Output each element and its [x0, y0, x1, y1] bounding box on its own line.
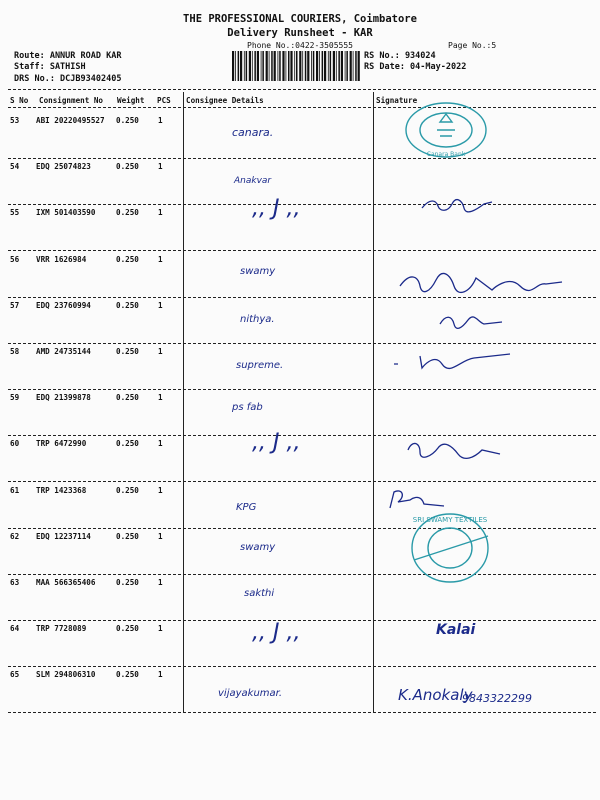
row-consignment: EDQ 23760994 — [36, 300, 91, 310]
row-sno: 61 — [10, 485, 20, 495]
row-weight: 0.250 — [116, 624, 139, 634]
barcode-image — [232, 51, 360, 81]
row-consignment: ABI 20220495527 — [36, 116, 105, 125]
barcode-bar — [333, 51, 335, 81]
col-signature: Signature — [376, 96, 418, 105]
barcode-bar — [307, 51, 309, 81]
barcode-bar — [249, 51, 251, 81]
barcode-bar — [278, 51, 279, 81]
col-consignment: Consignment No — [39, 96, 104, 105]
barcode-bar — [290, 51, 292, 81]
barcode-bar — [288, 51, 290, 81]
barcode-bar — [296, 51, 298, 81]
row-divider — [8, 204, 596, 205]
row-weight: 0.250 — [116, 254, 139, 264]
row-divider — [8, 435, 596, 436]
row-divider — [8, 620, 596, 621]
row-pcs: 1 — [158, 393, 163, 403]
col-divider-signature — [373, 92, 374, 712]
barcode-bar — [235, 51, 236, 81]
barcode-bar — [355, 51, 357, 81]
row-pcs: 1 — [158, 162, 163, 172]
signature-65-phone: 9843322299 — [462, 692, 532, 705]
barcode-bar — [350, 51, 352, 81]
barcode-bar — [261, 51, 262, 81]
consignee-note-62: swamy — [240, 542, 276, 553]
barcode-bar — [353, 51, 354, 81]
row-pcs: 1 — [158, 254, 163, 264]
barcode-bar — [279, 51, 281, 81]
row-sno: 55 — [10, 208, 20, 218]
row-sno: 56 — [10, 254, 20, 264]
row-weight: 0.250 — [116, 670, 139, 680]
row-sno: 59 — [10, 393, 20, 403]
header-rule-bottom — [8, 107, 596, 108]
page-number: Page No.:5 — [448, 41, 497, 50]
row-weight: 0.250 — [116, 485, 139, 495]
barcode-bar — [254, 51, 256, 81]
row-sno: 58 — [10, 347, 20, 356]
barcode-bar — [328, 51, 329, 81]
row-weight: 0.250 — [116, 347, 139, 356]
barcode-bar — [257, 51, 259, 81]
row-pcs: 1 — [158, 531, 163, 541]
barcode-bar — [305, 51, 307, 81]
consignee-note-65: vijayakumar. — [218, 688, 283, 699]
barcode-bar — [313, 51, 315, 81]
consignee-note-53: canara. — [232, 126, 274, 139]
col-pcs: PCS — [157, 96, 171, 105]
row-consignment: SLM 294806310 — [36, 670, 96, 680]
runsheet-title: Delivery Runsheet - KAR — [227, 27, 373, 39]
consignee-note-64: ,, J ,, — [252, 620, 301, 645]
signature-61 — [384, 486, 454, 516]
barcode-bar — [311, 51, 312, 81]
consignee-note-55: ,, J ,, — [252, 196, 301, 221]
row-sno: 54 — [10, 162, 20, 172]
barcode-bar — [294, 51, 295, 81]
row-divider — [8, 250, 596, 251]
col-consignee: Consignee Details — [186, 96, 264, 105]
rs-number: RS No.: 934024 — [364, 51, 436, 61]
canara-bank-stamp — [402, 100, 490, 160]
barcode-bar — [244, 51, 245, 81]
barcode-bar — [322, 51, 324, 81]
signature-65: K.Anokaly — [398, 686, 473, 704]
barcode-bar — [232, 51, 234, 81]
row-pcs: 1 — [158, 578, 163, 587]
consignee-note-56: swamy — [240, 266, 276, 277]
row-divider — [8, 712, 596, 713]
barcode-bar — [266, 51, 268, 81]
phone-number: Phone No.:0422-3505555 — [247, 41, 353, 50]
row-divider — [8, 158, 596, 159]
barcode-bar — [345, 51, 346, 81]
barcode-bar — [246, 51, 248, 81]
row-weight: 0.250 — [116, 439, 139, 449]
header-rule-top — [8, 89, 596, 90]
signature-56 — [396, 266, 566, 300]
row-sno: 53 — [10, 116, 20, 125]
row-sno: 64 — [10, 624, 20, 634]
barcode-bar — [238, 51, 240, 81]
barcode-bar — [286, 51, 287, 81]
svg-text:SRI SWAMY TEXTILES: SRI SWAMY TEXTILES — [412, 516, 488, 524]
barcode-bar — [271, 51, 273, 81]
row-consignment: IXM 501403590 — [36, 208, 96, 218]
row-consignment: EDQ 12237114 — [36, 531, 91, 541]
row-consignment: EDQ 25074823 — [36, 162, 91, 172]
barcode-bar — [330, 51, 332, 81]
barcode-bar — [274, 51, 276, 81]
row-divider — [8, 389, 596, 390]
signature-60 — [404, 436, 504, 466]
row-sno: 60 — [10, 439, 20, 449]
barcode-bar — [316, 51, 318, 81]
consignee-note-58: supreme. — [236, 360, 284, 371]
row-weight: 0.250 — [116, 116, 139, 125]
barcode-bar — [358, 51, 360, 81]
consignee-note-60: ,, J ,, — [252, 430, 301, 455]
row-weight: 0.250 — [116, 162, 139, 172]
row-sno: 63 — [10, 578, 20, 587]
barcode-bar — [240, 51, 242, 81]
row-pcs: 1 — [158, 439, 163, 449]
row-pcs: 1 — [158, 624, 163, 634]
row-consignment: EDQ 21399878 — [36, 393, 91, 403]
row-sno: 65 — [10, 670, 20, 680]
row-weight: 0.250 — [116, 393, 139, 403]
staff-label: Staff: SATHISH — [14, 62, 86, 72]
consignee-note-57: nithya. — [240, 314, 275, 325]
signature-58 — [390, 346, 520, 376]
company-title: THE PROFESSIONAL COURIERS, Coimbatore — [183, 13, 417, 25]
row-pcs: 1 — [158, 485, 163, 495]
row-consignment: TRP 7728089 — [36, 624, 87, 634]
row-consignment: TRP 1423368 — [36, 485, 87, 495]
consignee-note-59: ps fab — [232, 402, 263, 413]
row-weight: 0.250 — [116, 300, 139, 310]
row-consignment: TRP 6472990 — [36, 439, 87, 449]
row-consignment: VRR 1626984 — [36, 254, 87, 264]
barcode-bar — [319, 51, 320, 81]
barcode-bar — [341, 51, 343, 81]
signature-57 — [436, 310, 506, 334]
barcode-bar — [302, 51, 303, 81]
row-weight: 0.250 — [116, 531, 139, 541]
row-pcs: 1 — [158, 670, 163, 680]
textiles-stamp — [404, 508, 494, 588]
barcode-bar — [324, 51, 326, 81]
barcode-bar — [299, 51, 301, 81]
barcode-bar — [262, 51, 264, 81]
consignee-note-54: Anakvar — [234, 176, 272, 186]
barcode-bar — [282, 51, 284, 81]
row-divider — [8, 481, 596, 482]
barcode-bar — [336, 51, 337, 81]
row-consignment: MAA 566365406 — [36, 578, 96, 587]
rs-date: RS Date: 04-May-2022 — [364, 62, 467, 72]
barcode-bar — [269, 51, 270, 81]
drs-number: DRS No.: DCJB93402405 — [14, 74, 122, 84]
barcode-bar — [252, 51, 253, 81]
row-consignment: AMD 24735144 — [36, 347, 91, 356]
barcode-bar — [346, 51, 348, 81]
col-divider-consignee — [183, 92, 184, 712]
row-sno: 57 — [10, 300, 20, 310]
row-sno: 62 — [10, 531, 20, 541]
row-pcs: 1 — [158, 300, 163, 310]
row-divider — [8, 343, 596, 344]
row-weight: 0.250 — [116, 578, 139, 587]
route-label: Route: ANNUR ROAD KAR — [14, 51, 122, 61]
barcode-bar — [338, 51, 340, 81]
row-divider — [8, 528, 596, 529]
row-divider — [8, 574, 596, 575]
row-weight: 0.250 — [116, 208, 139, 218]
row-pcs: 1 — [158, 347, 163, 356]
signature-64: Kalai — [436, 622, 476, 638]
signature-55 — [418, 192, 498, 222]
row-pcs: 1 — [158, 116, 163, 125]
row-divider — [8, 666, 596, 667]
consignee-note-63: sakthi — [244, 588, 275, 599]
col-weight: Weight — [117, 96, 145, 105]
svg-text:Canara Bank: Canara Bank — [426, 151, 466, 158]
row-pcs: 1 — [158, 208, 163, 218]
col-sno: S No — [10, 96, 29, 105]
consignee-note-61: KPG — [236, 502, 257, 513]
